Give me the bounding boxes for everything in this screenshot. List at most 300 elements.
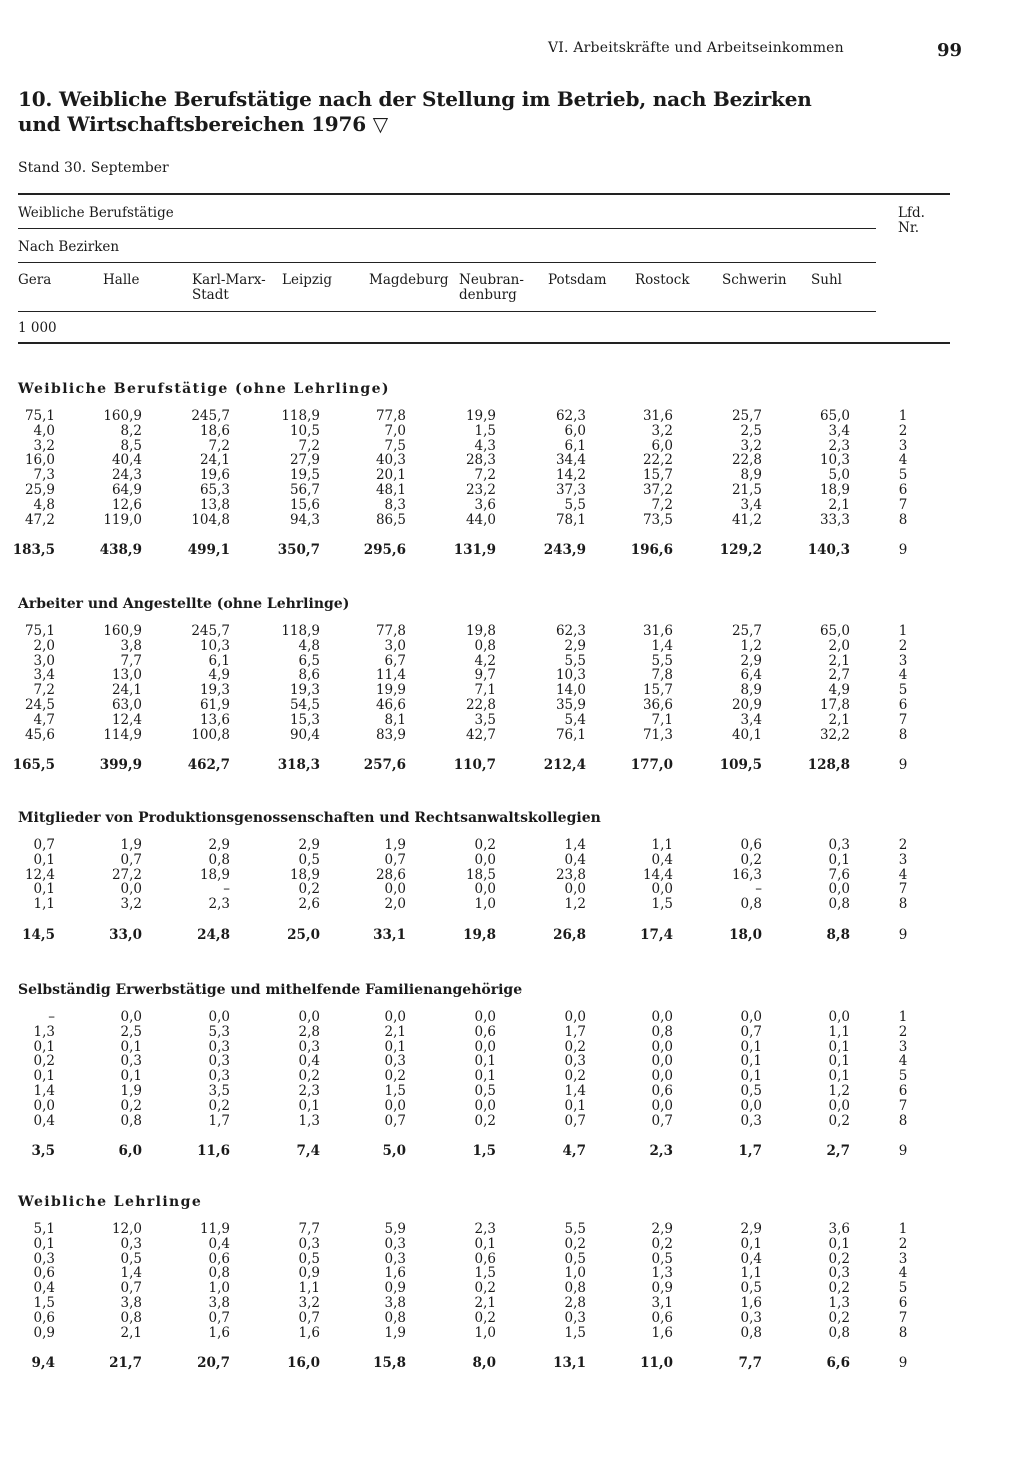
table-row <box>0 1222 1024 1237</box>
table-cell: 1,2 <box>740 637 762 654</box>
table-cell: 100,8 <box>191 726 230 743</box>
table-cell: 0,5 <box>651 1250 673 1267</box>
table-cell: 24,5 <box>24 697 55 713</box>
table-cell: 1,6 <box>298 1324 320 1341</box>
table-cell: 0,0 <box>474 1097 496 1114</box>
table-cell: 0,3 <box>298 1038 320 1055</box>
running-head: VI. Arbeitskräfte und Arbeitseinkommen <box>548 40 844 56</box>
table-cell: 1,5 <box>474 1265 496 1282</box>
table-cell: 0,0 <box>828 1097 850 1114</box>
table-cell: 6,4 <box>740 667 762 684</box>
row-number: 3 <box>898 652 908 669</box>
district-header <box>18 273 51 288</box>
row-number: 2 <box>898 637 908 654</box>
table-row <box>0 868 1024 883</box>
table-cell: 0,2 <box>33 1053 55 1070</box>
table-cell: 0,6 <box>33 1265 55 1282</box>
table-cell: 65,0 <box>819 408 850 424</box>
table-cell: 77,8 <box>375 408 406 424</box>
header-bottom-rule <box>18 342 950 344</box>
table-cell: 10,3 <box>199 637 230 654</box>
table-cell: 4,2 <box>474 652 496 669</box>
table-row <box>0 683 1024 698</box>
table-cell: 20,7 <box>197 1355 230 1372</box>
table-cell: 109,5 <box>719 757 762 774</box>
table-cell: 1,1 <box>828 1023 850 1040</box>
table-cell: 65,0 <box>819 623 850 639</box>
table-cell: 1,3 <box>298 1112 320 1129</box>
table-cell: 0,2 <box>120 1097 142 1114</box>
table-row <box>0 1296 1024 1311</box>
table-cell: 24,1 <box>111 682 142 699</box>
table-cell: 33,3 <box>819 511 850 528</box>
table-cell: 48,1 <box>375 482 406 498</box>
table-cell: 2,8 <box>298 1023 320 1040</box>
table-cell: 2,1 <box>384 1023 406 1040</box>
table-cell: 0,0 <box>384 1009 406 1025</box>
table-cell: 0,1 <box>828 851 850 868</box>
table-cell: 0,1 <box>474 1068 496 1085</box>
table-cell: 34,4 <box>555 452 586 469</box>
table-cell: 1,6 <box>740 1295 762 1311</box>
table-cell: 2,1 <box>474 1295 496 1311</box>
table-cell: 2,1 <box>828 711 850 728</box>
table-cell: 243,9 <box>543 542 586 559</box>
table-cell: 0,6 <box>651 1083 673 1099</box>
table-cell: 0,7 <box>564 1112 586 1129</box>
district-header <box>635 273 690 288</box>
table-cell: 1,7 <box>564 1023 586 1040</box>
table-cell: 0,4 <box>33 1280 55 1297</box>
table-cell: 6,1 <box>564 437 586 454</box>
table-cell: 19,6 <box>199 467 230 484</box>
table-cell: 0,4 <box>298 1053 320 1070</box>
table-cell: 0,0 <box>740 1009 762 1025</box>
table-cell: 114,9 <box>103 726 142 743</box>
table-cell: 0,7 <box>298 1309 320 1326</box>
table-cell: 73,5 <box>642 511 673 528</box>
row-number: 1 <box>898 1221 908 1237</box>
table-cell: 0,1 <box>33 1068 55 1085</box>
table-cell: 0,7 <box>740 1023 762 1040</box>
table-row <box>0 424 1024 439</box>
table-cell: 5,5 <box>564 652 586 669</box>
table-cell: 18,9 <box>199 866 230 883</box>
total-row <box>0 1144 1024 1159</box>
table-cell: 71,3 <box>642 726 673 743</box>
table-cell: 37,2 <box>642 482 673 498</box>
table-cell: 0,3 <box>208 1053 230 1070</box>
table-cell: 0,4 <box>564 851 586 868</box>
table-cell: 0,1 <box>33 1235 55 1252</box>
table-cell: 23,8 <box>555 866 586 883</box>
header-top-label: Weibliche Berufstätige <box>18 205 174 221</box>
table-cell: 62,3 <box>555 408 586 424</box>
table-cell: 1,6 <box>651 1324 673 1341</box>
table-cell: 0,0 <box>298 1009 320 1025</box>
table-cell: 4,0 <box>33 422 55 439</box>
table-cell: 12,0 <box>111 1221 142 1237</box>
table-cell: 6,6 <box>826 1355 850 1372</box>
table-cell: 14,5 <box>22 926 55 943</box>
table-cell: 110,7 <box>453 757 496 774</box>
section-title: Selbständig Erwerbstätige und mithelfende Familienangehörige <box>18 982 523 998</box>
table-cell: 1,5 <box>472 1143 496 1160</box>
row-number: 8 <box>898 511 908 528</box>
total-row <box>0 928 1024 943</box>
table-cell: 3,0 <box>384 637 406 654</box>
row-number: 1 <box>898 408 908 424</box>
table-cell: 46,6 <box>375 697 406 713</box>
table-cell: 6,0 <box>564 422 586 439</box>
table-row <box>0 409 1024 424</box>
section-title: Weibliche Lehrlinge <box>18 1194 203 1210</box>
district-header-line: Karl-Marx- <box>192 272 266 288</box>
table-cell: 0,1 <box>33 1038 55 1055</box>
table-cell: 2,9 <box>208 837 230 853</box>
table-cell: 0,5 <box>474 1083 496 1099</box>
table-cell: 2,5 <box>740 422 762 439</box>
table-cell: 0,5 <box>740 1083 762 1099</box>
table-cell: 5,1 <box>33 1221 55 1237</box>
table-cell: 33,1 <box>373 926 406 943</box>
table-cell: 6,1 <box>208 652 230 669</box>
table-cell: 0,2 <box>298 881 320 898</box>
table-cell: 118,9 <box>281 623 320 639</box>
table-cell: 19,9 <box>465 408 496 424</box>
row-number: 7 <box>898 881 908 898</box>
table-cell: 2,9 <box>564 637 586 654</box>
row-number: 7 <box>898 1309 908 1326</box>
table-cell: 27,2 <box>111 866 142 883</box>
table-cell: 20,1 <box>375 467 406 484</box>
table-cell: 0,2 <box>828 1250 850 1267</box>
table-cell: 2,9 <box>651 1221 673 1237</box>
table-cell: 14,0 <box>555 682 586 699</box>
table-cell: 0,3 <box>384 1235 406 1252</box>
table-cell: 1,5 <box>33 1295 55 1311</box>
header-sub-label: Nach Bezirken <box>18 239 120 255</box>
table-cell: 3,2 <box>120 896 142 913</box>
table-cell: 18,0 <box>729 926 762 943</box>
table-cell: 7,5 <box>384 437 406 454</box>
table-cell: 0,9 <box>651 1280 673 1297</box>
district-header-line: Rostock <box>635 272 690 288</box>
table-cell: 10,3 <box>819 452 850 469</box>
table-cell: 24,8 <box>197 926 230 943</box>
table-cell: 2,0 <box>33 637 55 654</box>
table-cell: 0,2 <box>740 851 762 868</box>
district-header-line: Leipzig <box>282 272 332 288</box>
table-cell: 35,9 <box>555 697 586 713</box>
table-cell: 1,0 <box>564 1265 586 1282</box>
table-cell: 16,0 <box>287 1355 320 1372</box>
table-cell: 12,4 <box>111 711 142 728</box>
table-cell: 399,9 <box>99 757 142 774</box>
table-cell: 0,3 <box>120 1235 142 1252</box>
table-cell: 10,3 <box>555 667 586 684</box>
total-row <box>0 543 1024 558</box>
table-cell: 0,9 <box>298 1265 320 1282</box>
table-cell: 75,1 <box>24 623 55 639</box>
section-title: Arbeiter und Angestellte (ohne Lehrlinge) <box>18 596 350 612</box>
table-row <box>0 853 1024 868</box>
total-row <box>0 1356 1024 1371</box>
table-cell: 27,9 <box>289 452 320 469</box>
district-header-line: Suhl <box>811 272 842 288</box>
table-cell: 26,8 <box>553 926 586 943</box>
table-cell: 0,0 <box>474 881 496 898</box>
table-row <box>0 1326 1024 1341</box>
table-cell: 22,8 <box>731 452 762 469</box>
table-cell: 0,1 <box>828 1038 850 1055</box>
table-cell: 0,8 <box>120 1112 142 1129</box>
table-cell: 0,7 <box>384 851 406 868</box>
header-rule-2 <box>18 262 876 263</box>
district-header <box>282 273 332 288</box>
table-cell: 54,5 <box>289 697 320 713</box>
table-cell: 6,7 <box>384 652 406 669</box>
table-row <box>0 498 1024 513</box>
table-cell: 0,8 <box>828 896 850 913</box>
table-cell: 0,1 <box>740 1038 762 1055</box>
table-cell: 4,8 <box>298 637 320 654</box>
table-cell: 1,3 <box>33 1023 55 1040</box>
table-cell: 0,4 <box>740 1250 762 1267</box>
table-cell: 0,7 <box>651 1112 673 1129</box>
table-cell: 3,8 <box>120 1295 142 1311</box>
table-cell: 1,3 <box>828 1295 850 1311</box>
table-cell: 0,4 <box>208 1235 230 1252</box>
table-cell: 15,8 <box>373 1355 406 1372</box>
table-cell: 44,0 <box>465 511 496 528</box>
table-cell: 24,1 <box>199 452 230 469</box>
row-number: 9 <box>898 926 908 943</box>
table-cell: 4,9 <box>208 667 230 684</box>
table-cell: 33,0 <box>109 926 142 943</box>
table-cell: 0,5 <box>298 851 320 868</box>
table-cell: 0,0 <box>474 851 496 868</box>
table-cell: 1,9 <box>120 1083 142 1099</box>
table-cell: 0,6 <box>474 1023 496 1040</box>
district-header-line: Potsdam <box>548 272 607 288</box>
table-cell: 40,3 <box>375 452 406 469</box>
table-cell: 37,3 <box>555 482 586 498</box>
table-cell: 0,0 <box>120 1009 142 1025</box>
table-cell: 86,5 <box>375 511 406 528</box>
table-cell: 1,1 <box>651 837 673 853</box>
table-cell: 8,3 <box>384 496 406 513</box>
table-cell: 47,2 <box>24 511 55 528</box>
table-cell: 2,9 <box>740 652 762 669</box>
row-number: 4 <box>898 1053 908 1070</box>
table-cell: 15,6 <box>289 496 320 513</box>
header-lfd: Lfd. <box>898 205 925 221</box>
row-number: 2 <box>898 1023 908 1040</box>
table-cell: 2,1 <box>120 1324 142 1341</box>
table-cell: 8,9 <box>740 682 762 699</box>
table-cell: 4,7 <box>562 1143 586 1160</box>
header-rule-1 <box>18 228 876 229</box>
table-cell: 3,8 <box>120 637 142 654</box>
table-cell: 45,6 <box>24 726 55 743</box>
district-header <box>811 273 842 288</box>
table-cell: 128,8 <box>807 757 850 774</box>
table-cell: 15,3 <box>289 711 320 728</box>
table-cell: 31,6 <box>642 408 673 424</box>
table-row <box>0 838 1024 853</box>
table-row <box>0 1025 1024 1040</box>
row-number: 2 <box>898 837 908 853</box>
table-cell: 1,9 <box>120 837 142 853</box>
table-cell: 2,9 <box>740 1221 762 1237</box>
table-cell: 0,2 <box>564 1038 586 1055</box>
table-cell: – <box>48 1009 55 1025</box>
table-cell: 0,6 <box>651 1309 673 1326</box>
row-number: 4 <box>898 1265 908 1282</box>
row-number: 3 <box>898 1038 908 1055</box>
table-cell: 0,9 <box>33 1324 55 1341</box>
table-cell: 0,3 <box>120 1053 142 1070</box>
table-cell: 1,0 <box>474 896 496 913</box>
table-cell: 0,0 <box>474 1038 496 1055</box>
row-number: 4 <box>898 866 908 883</box>
table-row <box>0 639 1024 654</box>
table-cell: 1,2 <box>828 1083 850 1099</box>
table-cell: 6,0 <box>118 1143 142 1160</box>
table-cell: 0,0 <box>651 881 673 898</box>
table-cell: 36,6 <box>642 697 673 713</box>
row-number: 3 <box>898 1250 908 1267</box>
table-cell: 3,6 <box>828 1221 850 1237</box>
table-row <box>0 728 1024 743</box>
table-cell: 0,3 <box>564 1053 586 1070</box>
table-cell: 245,7 <box>191 408 230 424</box>
table-cell: 31,6 <box>642 623 673 639</box>
table-cell: 7,7 <box>298 1221 320 1237</box>
table-cell: 0,0 <box>564 1009 586 1025</box>
table-cell: 0,2 <box>474 1112 496 1129</box>
table-cell: 0,3 <box>828 837 850 853</box>
table-cell: 118,9 <box>281 408 320 424</box>
table-cell: 0,7 <box>120 851 142 868</box>
row-number: 9 <box>898 1355 908 1372</box>
table-cell: 18,9 <box>819 482 850 498</box>
table-cell: 5,5 <box>564 496 586 513</box>
row-number: 7 <box>898 496 908 513</box>
table-cell: 1,4 <box>651 637 673 654</box>
table-cell: 11,9 <box>199 1221 230 1237</box>
table-cell: 0,0 <box>384 881 406 898</box>
row-number: 5 <box>898 467 908 484</box>
table-cell: 11,6 <box>197 1143 230 1160</box>
district-header <box>459 273 524 303</box>
table-cell: 25,7 <box>731 623 762 639</box>
table-cell: 41,2 <box>731 511 762 528</box>
table-cell: 13,6 <box>199 711 230 728</box>
table-cell: 0,3 <box>208 1068 230 1085</box>
table-cell: 19,3 <box>199 682 230 699</box>
table-cell: 5,0 <box>382 1143 406 1160</box>
table-cell: 0,5 <box>740 1280 762 1297</box>
table-cell: 5,3 <box>208 1023 230 1040</box>
row-number: 7 <box>898 1097 908 1114</box>
table-cell: 1,9 <box>384 1324 406 1341</box>
table-cell: 0,1 <box>564 1097 586 1114</box>
table-cell: 1,0 <box>208 1280 230 1297</box>
table-cell: 0,8 <box>208 851 230 868</box>
table-cell: 7,7 <box>738 1355 762 1372</box>
table-cell: 0,1 <box>474 1053 496 1070</box>
table-cell: 19,9 <box>375 682 406 699</box>
table-cell: 0,2 <box>208 1097 230 1114</box>
table-cell: 1,4 <box>33 1083 55 1099</box>
table-cell: 0,1 <box>33 851 55 868</box>
table-cell: 0,8 <box>120 1309 142 1326</box>
table-cell: 7,2 <box>651 496 673 513</box>
table-cell: 0,7 <box>208 1309 230 1326</box>
table-row <box>0 1010 1024 1025</box>
table-row <box>0 1311 1024 1326</box>
table-row <box>0 897 1024 912</box>
table-cell: 1,1 <box>298 1280 320 1297</box>
table-cell: 0,2 <box>651 1235 673 1252</box>
table-cell: 5,4 <box>564 711 586 728</box>
table-cell: 0,1 <box>120 1068 142 1085</box>
row-number: 6 <box>898 482 908 498</box>
table-cell: 0,8 <box>651 1023 673 1040</box>
district-header <box>548 273 607 288</box>
table-cell: 160,9 <box>103 623 142 639</box>
table-cell: 0,2 <box>564 1235 586 1252</box>
table-cell: 5,9 <box>384 1221 406 1237</box>
table-cell: 19,3 <box>289 682 320 699</box>
table-cell: 0,0 <box>740 1097 762 1114</box>
table-cell: 7,2 <box>474 467 496 484</box>
table-cell: 18,9 <box>289 866 320 883</box>
table-cell: 28,6 <box>375 866 406 883</box>
table-cell: 7,1 <box>474 682 496 699</box>
table-cell: 17,4 <box>640 926 673 943</box>
row-number: 6 <box>898 697 908 713</box>
table-cell: 3,8 <box>384 1295 406 1311</box>
table-cell: 12,6 <box>111 496 142 513</box>
table-row <box>0 668 1024 683</box>
district-header-line: denburg <box>459 287 517 303</box>
table-cell: 0,1 <box>384 1038 406 1055</box>
table-cell: 2,3 <box>298 1083 320 1099</box>
table-cell: 3,4 <box>33 667 55 684</box>
table-cell: 90,4 <box>289 726 320 743</box>
table-cell: 3,8 <box>208 1295 230 1311</box>
table-cell: 0,0 <box>208 1009 230 1025</box>
table-cell: 40,4 <box>111 452 142 469</box>
table-cell: 2,7 <box>828 667 850 684</box>
header-rule-3 <box>18 311 876 312</box>
table-row <box>0 1237 1024 1252</box>
table-row <box>0 882 1024 897</box>
table-cell: 20,9 <box>731 697 762 713</box>
header-nr: Nr. <box>898 220 920 236</box>
table-cell: 0,7 <box>33 837 55 853</box>
table-cell: 16,3 <box>731 866 762 883</box>
table-cell: 5,0 <box>828 467 850 484</box>
table-cell: 21,5 <box>731 482 762 498</box>
table-cell: 1,7 <box>208 1112 230 1129</box>
district-header-line: Magdeburg <box>369 272 449 288</box>
table-cell: 2,3 <box>208 896 230 913</box>
table-row <box>0 1099 1024 1114</box>
